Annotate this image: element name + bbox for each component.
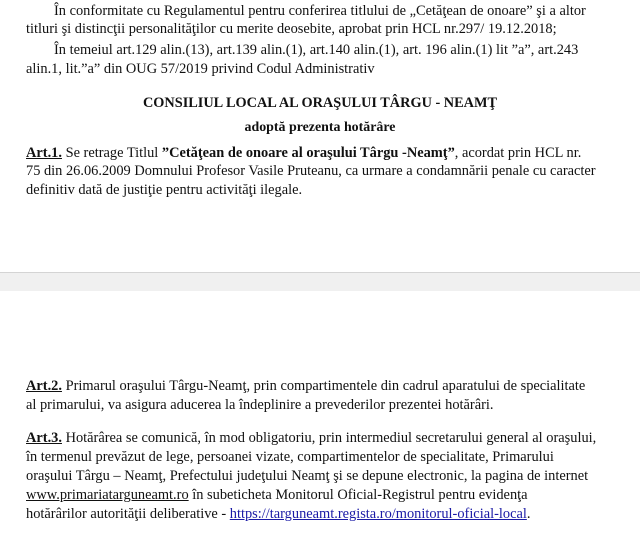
preamble-p2-line1: În temeiul art.129 alin.(13), art.139 alin.(1), art.140 alin.(1), art. 196 alin.(1) lit ”a”, art.243	[54, 42, 579, 58]
art3-label: Art.3.	[26, 430, 62, 446]
art2-label: Art.2.	[26, 378, 62, 394]
art2-text: Primarul oraşului Târgu-Neamţ, prin compartimentele din cadrul aparatului de specialitate	[61, 378, 586, 394]
monitorul-oficial-link[interactable]: https://targuneamt.regista.ro/monitorul-oficial-local	[229, 506, 527, 522]
preamble-p1-line2: titluri şi distincţii personalităţilor cu merite deosebite, aprobat prin HCL nr.297/ 19.12.2018;	[26, 21, 557, 37]
art3-line3: oraşului Târgu – Neamţ, Prefectului judeţului Neamţ şi se depune electronic, la pagina de internet	[26, 468, 589, 484]
art3-line2: în termenul prevăzut de lege, persoanei vizate, compartimentelor de specialitate, Primarului	[26, 449, 554, 465]
preamble-p2-line2: alin.1, lit.”a” din OUG 57/2019 privind Codul Administrativ	[26, 61, 375, 77]
art2-line2: al primarului, va asigura aducerea la îndeplinire a prevederilor prezentei hotărâri.	[26, 397, 494, 413]
preamble-p1-line1: În conformitate cu Regulamentul pentru conferirea titlului de „Cetăţean de onoare” şi a altor	[54, 3, 586, 19]
art2-line1	[26, 379, 585, 393]
art1-text-post: , acordat prin HCL nr.	[454, 145, 582, 161]
art3-text: Hotărârea se comunică, în mod obligatoriu, prin intermediul secretarului general al oraşului,	[61, 430, 597, 446]
art3-line4	[26, 488, 528, 502]
art1-title-bold: ”Cetăţean de onoare al oraşului Târgu -Neamţ”	[161, 145, 455, 161]
art3-line1	[26, 431, 596, 445]
primaria-website-link[interactable]: www.primariatarguneamt.ro	[26, 487, 189, 503]
art1-line3: definitiv dată de justiţie pentru activităţi ilegale.	[26, 182, 303, 198]
art1-text-pre: Se retrage Titlul	[61, 145, 162, 161]
art1-line2: 75 din 26.06.2009 Domnului Profesor Vasile Pruteanu, ca urmare a condamnării penale cu caracter	[26, 163, 596, 179]
art3-line5	[26, 507, 530, 521]
art3-line4-rest: în subeticheta Monitorul Oficial-Registrul pentru evidenţa	[188, 487, 528, 503]
council-heading: CONSILIUL LOCAL AL ORAŞULUI TÂRGU - NEAMŢ	[142, 95, 498, 111]
document-page-2	[0, 291, 640, 544]
art3-line5-end: .	[526, 506, 531, 522]
art3-line5-pre: hotărârilor autorităţii deliberative -	[26, 506, 230, 522]
page-break	[0, 272, 640, 292]
art1-line1	[26, 146, 581, 160]
art1-label: Art.1.	[26, 145, 62, 161]
adopts-heading: adoptă prezenta hotărâre	[244, 120, 396, 135]
